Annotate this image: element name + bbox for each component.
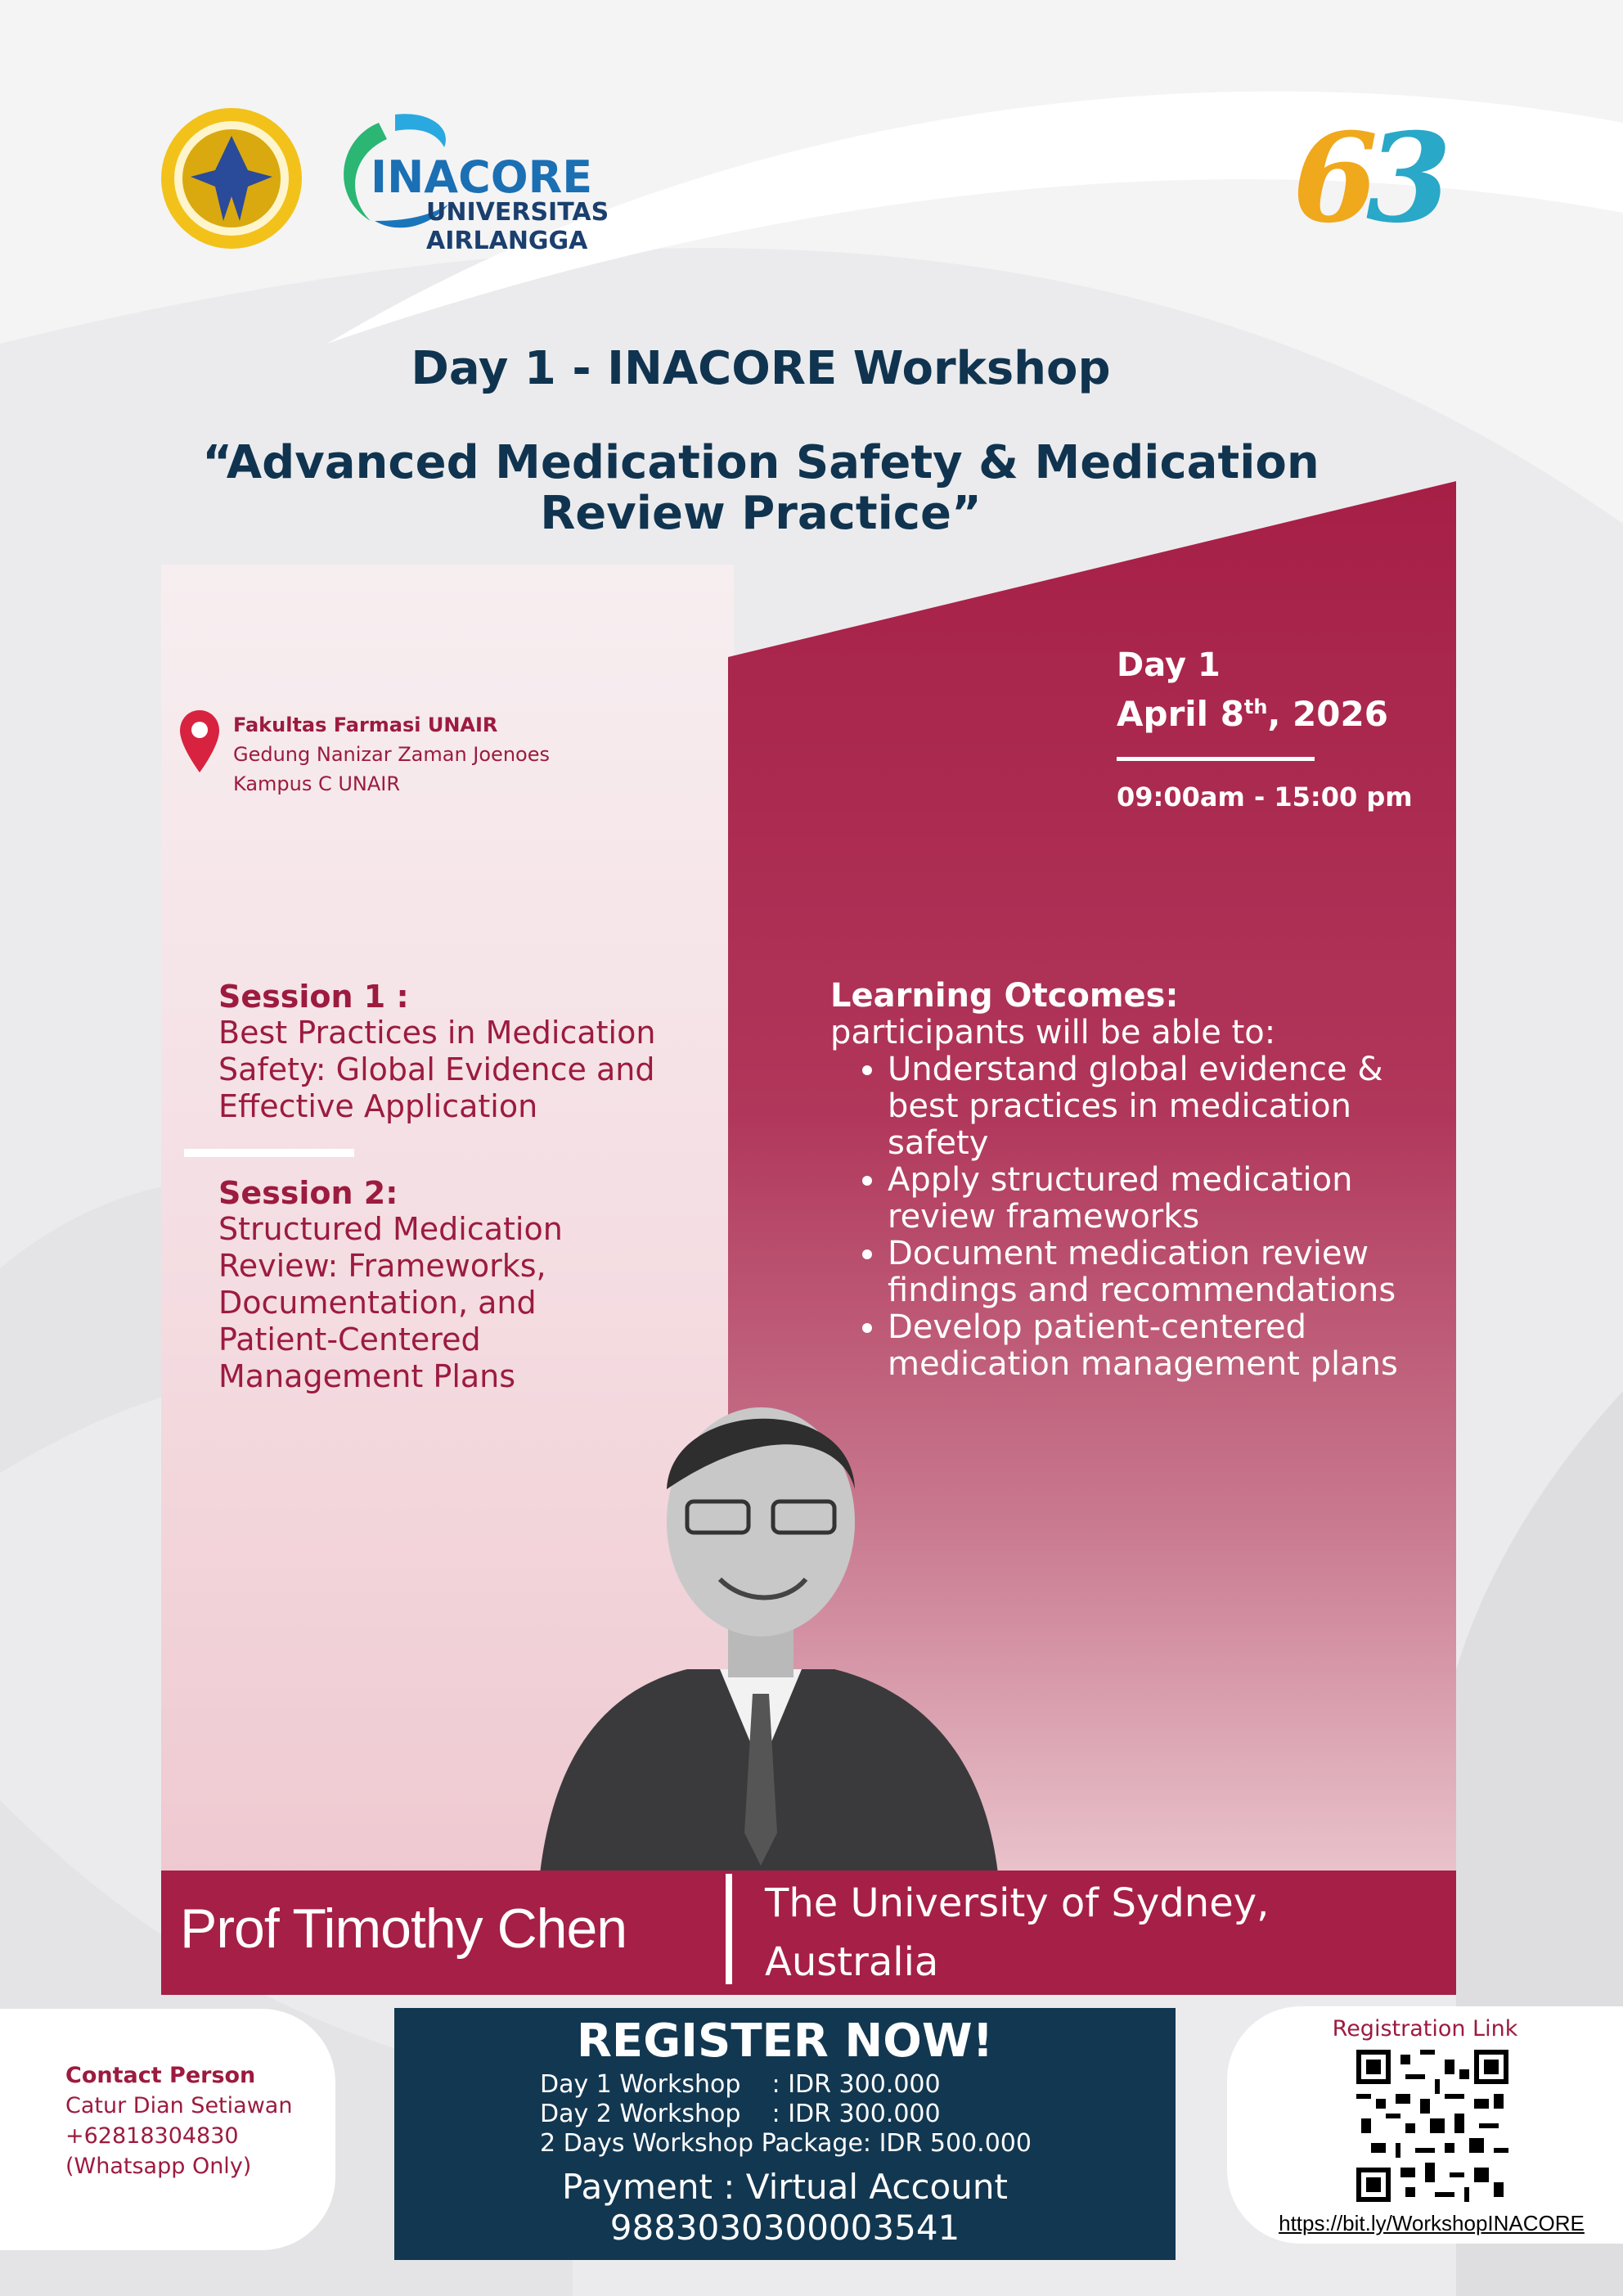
- speaker-name: Prof Timothy Chen: [180, 1898, 627, 1960]
- registration-link-label: Registration Link: [1332, 2016, 1518, 2042]
- speaker-affiliation: The University of Sydney, Australia: [765, 1880, 1270, 1985]
- contact-note: (Whatsapp Only): [65, 2154, 252, 2179]
- university-seal-logo: [158, 105, 305, 252]
- qr-code[interactable]: [1356, 2050, 1508, 2202]
- venue-campus: Kampus C UNAIR: [233, 772, 401, 795]
- session-divider: [184, 1149, 354, 1157]
- registration-url[interactable]: https://bit.ly/WorkshopINACORE: [1279, 2211, 1585, 2235]
- session-1: [218, 979, 693, 1125]
- venue-block: [233, 710, 550, 799]
- price-list: Day 1 Workshop : IDR 300.000 Day 2 Workshop : IDR 300.000 2 Days Workshop Package: IDR 500.000: [540, 2070, 1032, 2158]
- page-subtitle: “Advanced Medication Safety & Medication Review Practice”: [202, 436, 1320, 540]
- register-title: REGISTER NOW!: [576, 2015, 994, 2068]
- svg-text:3: 3: [1366, 106, 1452, 245]
- speaker-divider: [726, 1874, 732, 1984]
- learning-intro: participants will be able to:: [830, 1014, 1276, 1051]
- session-2-text: Structured Medication Review: Frameworks, Documentation, and Patient-Centered Management Plans: [218, 1211, 563, 1394]
- event-date: April 8th, 2026: [1117, 694, 1388, 734]
- payment-account: 9883030300003541: [609, 2208, 960, 2248]
- venue-name: Fakultas Farmasi UNAIR: [233, 714, 498, 736]
- date-divider: [1117, 757, 1315, 761]
- learning-item: • Apply structured medication review frameworks: [888, 1162, 1403, 1236]
- location-pin-icon: [178, 709, 221, 777]
- payment-method: Payment : Virtual Account: [562, 2167, 1008, 2207]
- contact-name: Catur Dian Setiawan: [65, 2093, 293, 2118]
- contact-label: Contact Person: [65, 2063, 256, 2088]
- page-title: Day 1 - INACORE Workshop: [411, 342, 1111, 395]
- anniversary-63-logo: [1284, 98, 1472, 245]
- day-label: Day 1: [1117, 646, 1221, 684]
- speaker-photo: [524, 1342, 998, 1874]
- contact-phone[interactable]: +62818304830: [65, 2123, 239, 2149]
- learning-item: • Understand global evidence & best practices in medication safety: [888, 1051, 1403, 1162]
- learning-item: • Document medication review findings and recommendations: [888, 1236, 1403, 1309]
- learning-heading: Learning Otcomes:: [830, 977, 1179, 1015]
- contact-block: [65, 2060, 292, 2181]
- inacore-logo-text: INACORE: [371, 151, 593, 203]
- session-1-heading: Session 1 :: [218, 979, 409, 1015]
- airlangga-logo-text: UNIVERSITAS AIRLANGGA: [426, 198, 609, 255]
- session-1-text: Best Practices in Medication Safety: Global Evidence and Effective Application: [218, 1015, 656, 1124]
- svg-text:6: 6: [1293, 106, 1378, 245]
- session-2-heading: Session 2:: [218, 1175, 398, 1211]
- payment-info: [394, 2167, 1176, 2249]
- learning-item: • Develop patient-centered medication management plans: [888, 1309, 1403, 1383]
- inacore-logo: [321, 106, 731, 255]
- learning-outcomes: [830, 978, 1403, 1383]
- event-time: 09:00am - 15:00 pm: [1117, 781, 1413, 813]
- venue-building: Gedung Nanizar Zaman Joenoes: [233, 743, 550, 766]
